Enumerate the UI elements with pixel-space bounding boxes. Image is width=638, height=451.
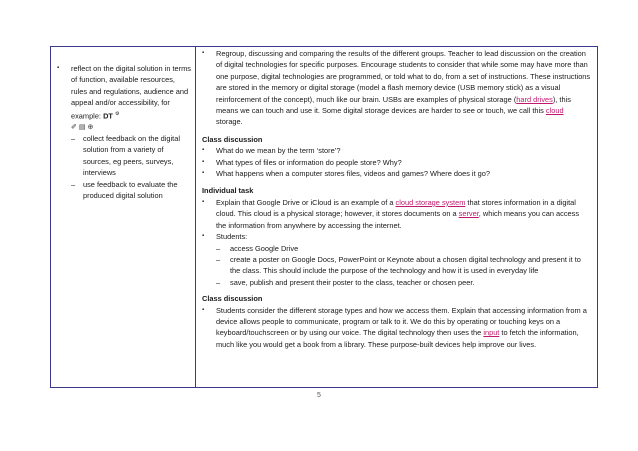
class-discussion-heading: Class discussion <box>202 294 263 304</box>
server-link[interactable]: server <box>458 209 479 219</box>
list-item: – collect feedback on the digital solution from a variety of sources, eg peers, surveys, interviews <box>71 133 180 178</box>
dt-superscript: ⚙ <box>114 110 120 117</box>
pencil-icon: ✐ <box>71 123 77 131</box>
cloud-link[interactable]: cloud <box>545 106 564 116</box>
input-link[interactable]: input <box>483 328 500 338</box>
list-item <box>57 63 191 122</box>
list-item: ▪ What do we mean by the term ‘store’? <box>202 146 341 156</box>
curriculum-table <box>50 46 598 388</box>
list-item: ▪ What happens when a computer stores files, videos and games? Where does it go? <box>202 169 491 179</box>
hard-drives-link[interactable]: hard drives <box>516 94 553 104</box>
list-item: ▪ Regroup, discussing and comparing the results of the different groups. Teacher to lead discussion on the creation of digital technologies for specific purposes. Encourage students to consider that while some may have more than one purpose, digital technologies are programmed, or told what to do, from a set of instructions. These instructions are stored in the memory or digital storage (model a flash memory device (USB memory stick) as a visual reinforcement of the concept), much like our brain. USBs are examples of physical storage (hard drives), this means we can touch and use it. Some digital storage devices are harder to see or touch, we call this cloud storage. <box>202 49 591 127</box>
capability-icons <box>71 122 191 133</box>
individual-task-heading: Individual task <box>202 186 254 196</box>
intro-text: reflect on the digital solution in terms of function, available resources, rules and regulations, audience and appeal and/or accessibility, for example: <box>71 64 191 121</box>
intro-paragraph: Regroup, discussing and comparing the results of the different groups. Teacher to lead discussion on the creation of digital technologies for specific purposes. Encourage students to consider that while some may have more than one purpose, digital technologies are programmed, or told what to do, from a set of instructions. These instructions are stored in the memory or digital storage (model a flash memory device (USB memory stick) as a visual reinforcement of the concept), much like our brain. USBs are examples of physical storage (hard drives), this means we can touch and use it. Some digital storage devices are harder to see or touch, we call this cloud storage. <box>216 49 591 127</box>
list-item: ▪ What types of files or information do people store? Why? <box>202 157 402 167</box>
list-item: – create a poster on Google Docs, PowerPoint or Keynote about a chosen digital technology and present it to the class. This should include the purpose of the technology and how it is used in everyday life <box>216 254 581 276</box>
cloud-storage-system-link[interactable]: cloud storage system <box>395 197 466 207</box>
class-discussion-heading: Class discussion <box>202 134 263 144</box>
list-item: ▪ Students: <box>202 232 248 242</box>
list-item: – access Google Drive <box>216 243 299 253</box>
left-column <box>51 47 196 387</box>
right-column <box>196 47 597 387</box>
page-number: 5 <box>317 392 321 399</box>
document-icon: ▤ <box>78 123 86 131</box>
dt-label: DT <box>103 111 113 121</box>
list-item: ▪ Students consider the different storage types and how we access them. Explain that accessing information from a device allows people to communicate, program or talk to it. We do this by operating or touching keys on a keyboard/touchscreen or by using our voice. The digital technology then uses the input to fetch the information, much like you would get a book from a library. These purpose-built devices help improve our lives. <box>202 305 587 349</box>
globe-icon: ⊕ <box>87 123 94 131</box>
bullet-marker: ▪ <box>57 65 60 71</box>
list-item: ▪ Explain that Google Drive or iCloud is an example of a cloud storage system that stores information in a digital cloud. This cloud is a physical storage; however, it stores documents on a server, which means you can access the information from anywhere by accessing the internet. <box>202 197 580 230</box>
list-item: – use feedback to evaluate the produced digital solution <box>71 179 178 200</box>
list-item: – save, publish and present their poster to the class, teacher or chosen peer. <box>216 277 475 287</box>
